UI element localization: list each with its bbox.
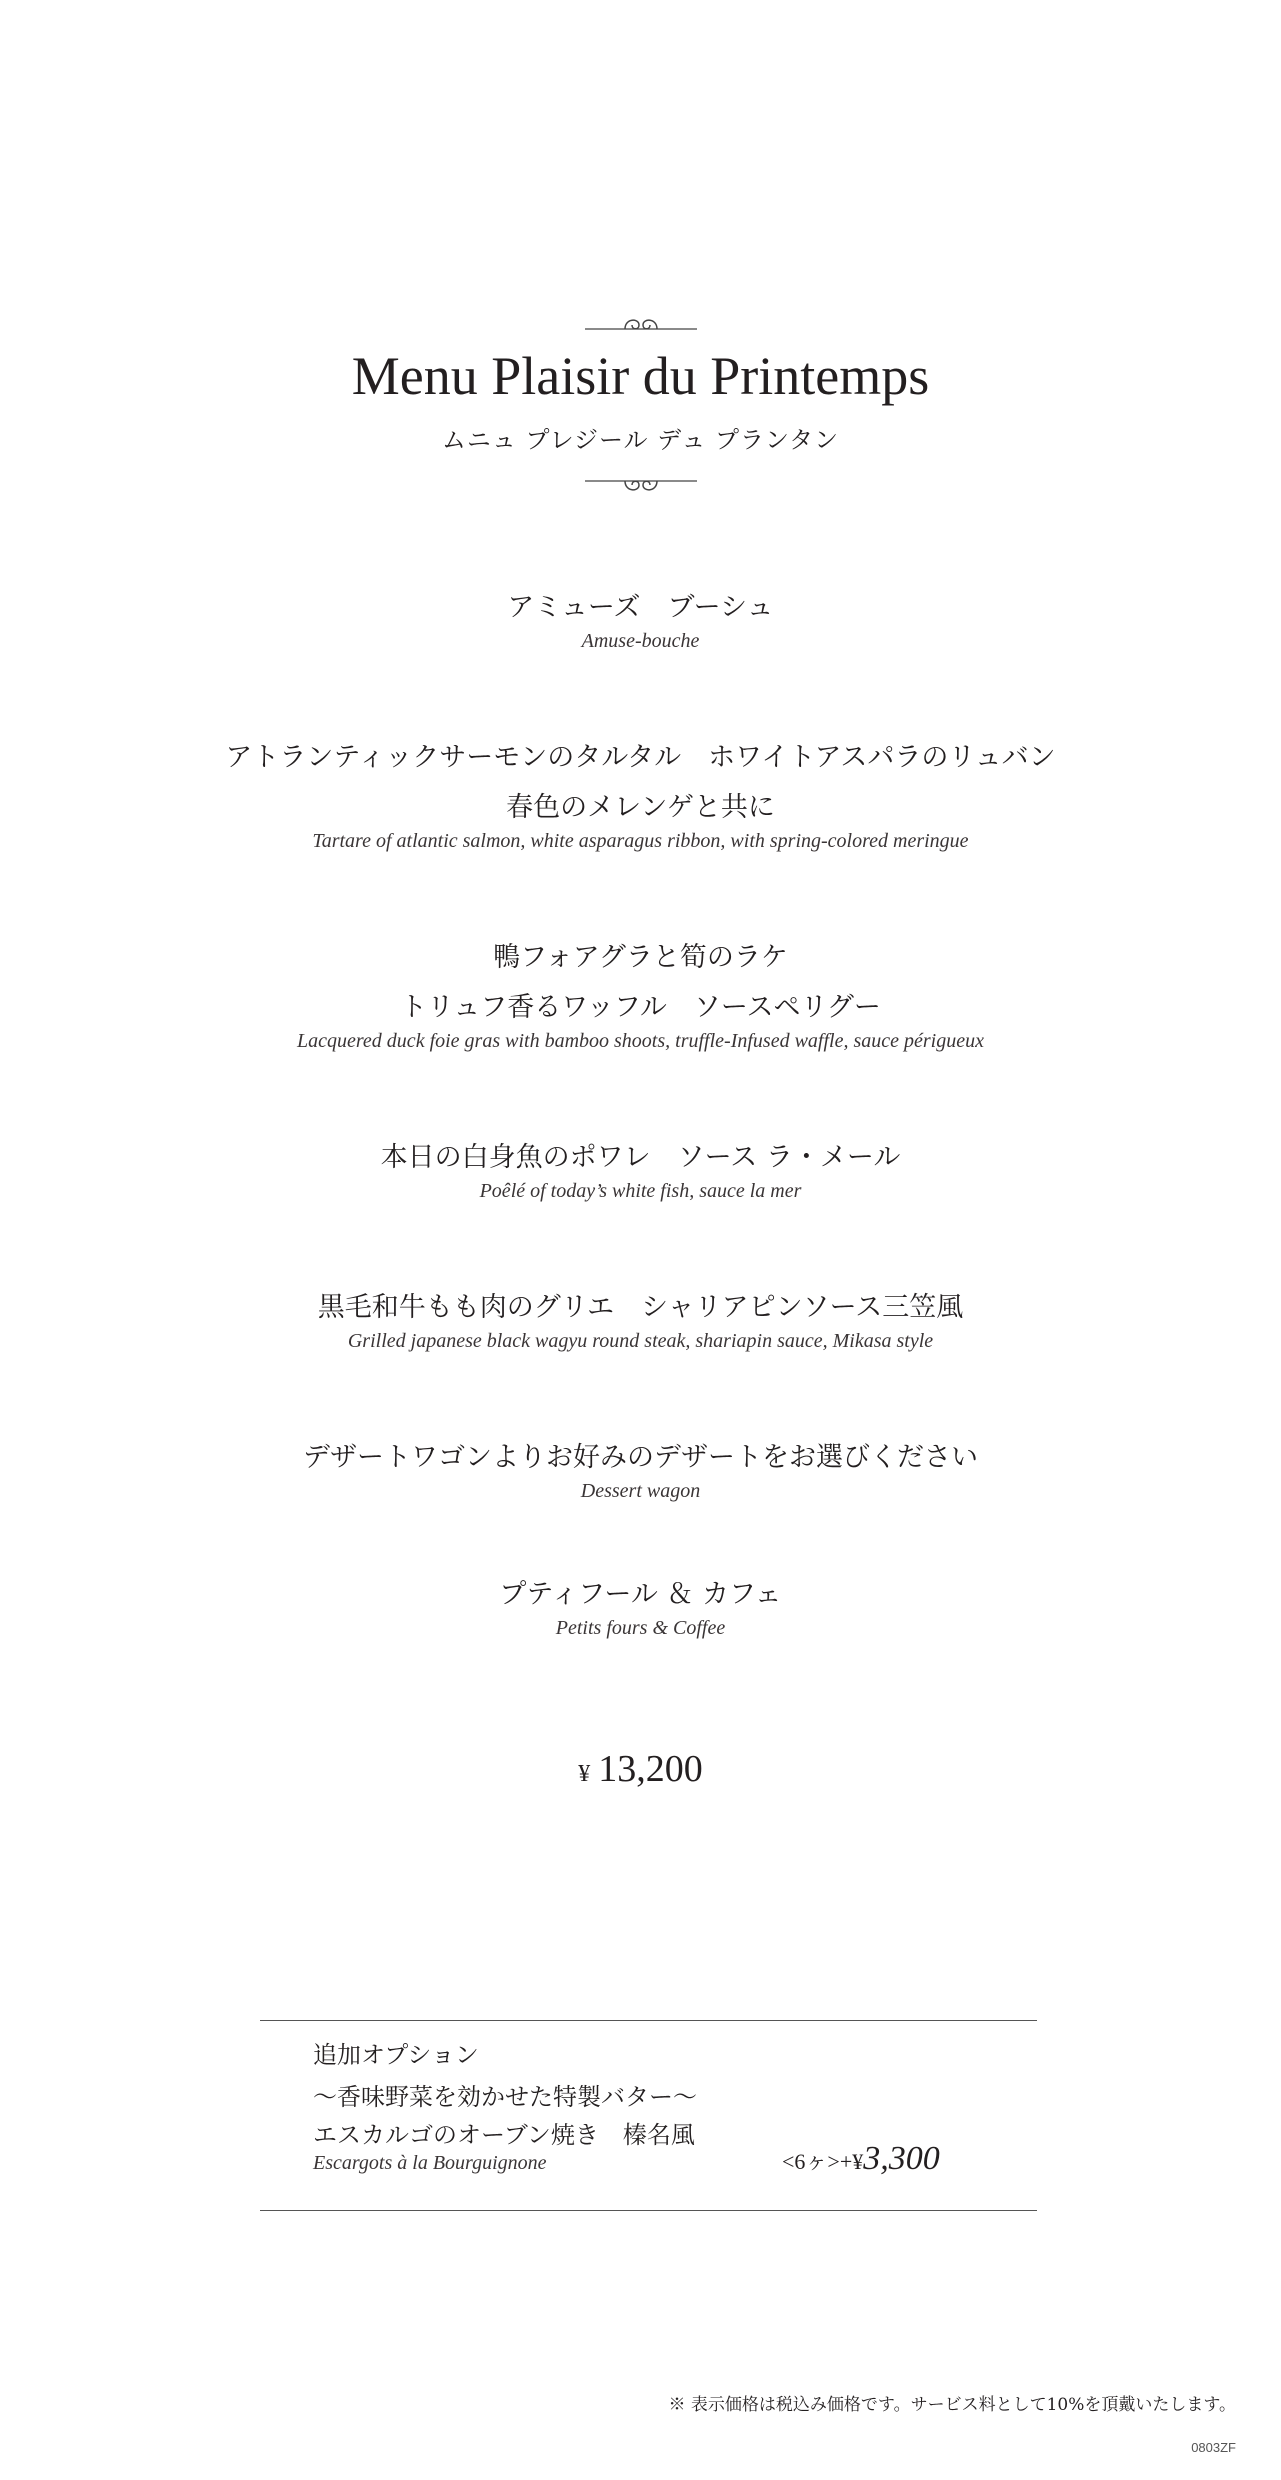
course-amuse-jp: アミューズ ブーシュ bbox=[507, 592, 774, 623]
course-foiegras-jp-2: トリュフ香るワッフル ソースペリグー bbox=[400, 992, 881, 1023]
course-salmon-en: Tartare of atlantic salmon, white asparagus ribbon, with spring-colored meringue bbox=[312, 830, 969, 852]
menu-code: 0803ZF bbox=[1191, 2440, 1236, 2455]
course-price bbox=[0, 1747, 1281, 1791]
course-dessert-en: Dessert wagon bbox=[580, 1480, 701, 1502]
course-dessert-jp: デザートワゴンよりお好みのデザートをお選びください bbox=[303, 1442, 978, 1473]
option-count: <6ヶ>+¥ bbox=[782, 2149, 864, 2174]
course-foiegras-jp-1: 鴨フォアグラと筍のラケ bbox=[493, 942, 788, 973]
price-currency: ¥ bbox=[578, 1761, 591, 1787]
price-amount: 13,200 bbox=[598, 1748, 703, 1790]
option-line-1: ～香味野菜を効かせた特製バター～ bbox=[313, 2083, 697, 2111]
course-salmon-jp-2: 春色のメレンゲと共に bbox=[506, 792, 775, 823]
menu-subtitle: ムニュ プレジール デュ プランタン bbox=[441, 426, 840, 454]
option-bottom-divider bbox=[260, 2210, 1037, 2211]
course-wagyu-en: Grilled japanese black wagyu round steak, shariapin sauce, Mikasa style bbox=[347, 1330, 934, 1352]
option-heading: 追加オプション bbox=[313, 2041, 479, 2069]
top-ornament-icon bbox=[585, 310, 697, 338]
option-top-divider bbox=[260, 2020, 1037, 2021]
option-amount: 3,300 bbox=[863, 2140, 940, 2177]
course-fish-en: Poêlé of today’s white fish, sauce la mer bbox=[479, 1180, 802, 1202]
course-petitsfours-jp: プティフール ＆ カフェ bbox=[499, 1579, 782, 1610]
option-en: Escargots à la Bourguignone bbox=[313, 2152, 547, 2174]
course-foiegras-en: Lacquered duck foie gras with bamboo shoots, truffle-Infused waffle, sauce périgueux bbox=[297, 1030, 984, 1052]
course-salmon-jp-1: アトランティックサーモンのタルタル ホワイトアスパラのリュバン bbox=[225, 742, 1056, 773]
option-line-2: エスカルゴのオーブン焼き 榛名風 bbox=[313, 2121, 695, 2149]
option-price bbox=[782, 2140, 940, 2178]
bottom-ornament-icon bbox=[585, 472, 697, 500]
course-wagyu-jp: 黒毛和牛もも肉のグリエ シャリアピンソース三笠風 bbox=[317, 1292, 964, 1323]
course-petitsfours-en: Petits fours & Coffee bbox=[555, 1617, 726, 1639]
course-amuse-en: Amuse-bouche bbox=[581, 630, 700, 652]
tax-service-note: ※ 表示価格は税込み価格です。サービス料として10%を頂戴いたします。 bbox=[668, 2395, 1236, 2415]
menu-title: Menu Plaisir du Printemps bbox=[351, 346, 930, 406]
course-fish-jp: 本日の白身魚のポワレ ソース ラ・メール bbox=[380, 1142, 901, 1173]
